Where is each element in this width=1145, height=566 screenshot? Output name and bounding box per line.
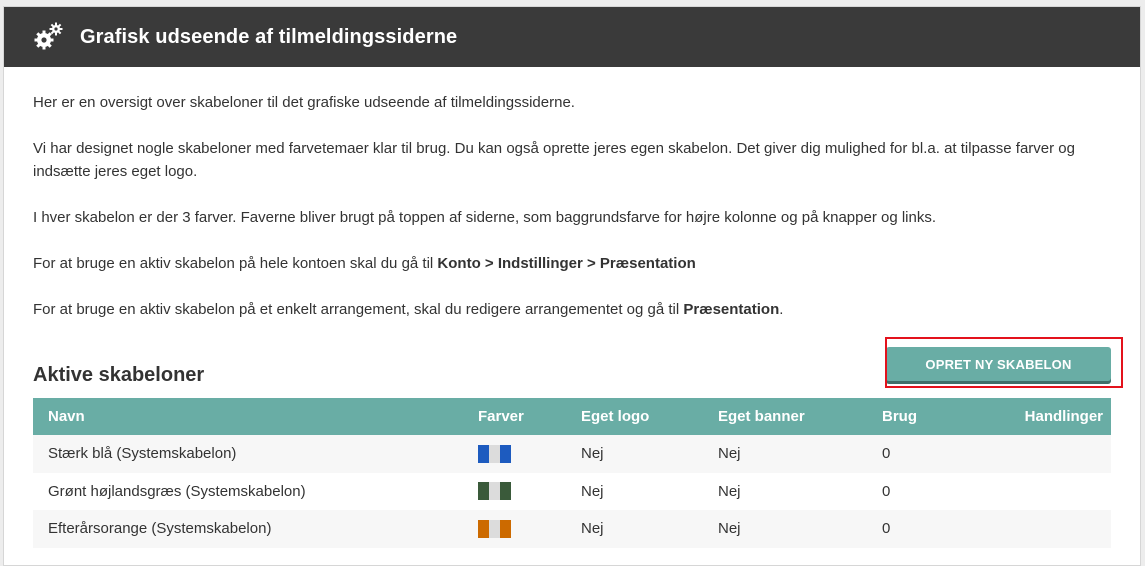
color-3	[500, 445, 511, 463]
templates-table	[33, 398, 1111, 548]
template-name[interactable]: Grønt højlandsgræs (Systemskabelon)	[48, 482, 306, 500]
templates-panel	[3, 6, 1141, 566]
presentation-path: Præsentation	[683, 301, 780, 318]
intro-paragraph-3: I hver skabelon er der 3 farver. Faverne bliver brugt på toppen af siderne, som baggrundsfarve for højre kolonne og på knapper og links.	[33, 209, 937, 226]
template-banner: Nej	[718, 520, 741, 538]
template-actions	[967, 510, 1111, 548]
template-logo: Nej	[581, 520, 604, 538]
section-title: Aktive skabeloner	[33, 364, 205, 386]
table-body	[33, 435, 1111, 548]
content	[4, 67, 1140, 548]
color-1	[478, 520, 489, 538]
table-row[interactable]	[33, 473, 1111, 511]
intro-paragraph-5	[33, 298, 1111, 321]
template-usage: 0	[882, 520, 891, 538]
color-3	[500, 482, 511, 500]
intro-paragraph-1: Her er en oversigt over skabeloner til det grafiske udseende af tilmeldingssiderne.	[33, 94, 575, 111]
column-header-actions: Handlinger	[1024, 408, 1103, 425]
intro-paragraph-5-suffix: .	[779, 301, 784, 318]
page-title: Grafisk udseende af tilmeldingssiderne	[80, 25, 458, 48]
template-usage: 0	[882, 482, 891, 500]
template-banner: Nej	[718, 445, 741, 463]
color-1	[478, 482, 489, 500]
column-header-name[interactable]: Navn	[48, 408, 85, 425]
color-3	[500, 520, 511, 538]
create-template-button[interactable]: OPRET NY SKABELON	[886, 347, 1111, 381]
table-header-row	[33, 398, 1111, 435]
column-header-logo[interactable]: Eget logo	[581, 408, 650, 425]
template-usage: 0	[882, 445, 891, 463]
template-colors	[463, 435, 566, 473]
template-colors	[463, 510, 566, 548]
column-header-colors[interactable]: Farver	[478, 408, 524, 425]
template-name[interactable]: Stærk blå (Systemskabelon)	[48, 445, 237, 463]
template-colors	[463, 473, 566, 511]
section-header	[33, 342, 1111, 398]
template-name[interactable]: Efterårsorange (Systemskabelon)	[48, 520, 272, 538]
column-header-banner[interactable]: Eget banner	[718, 408, 805, 425]
table-row[interactable]	[33, 435, 1111, 473]
template-logo: Nej	[581, 445, 604, 463]
color-1	[478, 445, 489, 463]
intro-paragraph-4	[33, 252, 1111, 275]
gears-icon	[32, 21, 64, 53]
color-2	[489, 482, 500, 500]
color-swatch	[478, 520, 511, 538]
template-actions	[967, 473, 1111, 511]
color-swatch	[478, 482, 511, 500]
table-row[interactable]	[33, 510, 1111, 548]
column-header-usage[interactable]: Brug	[882, 408, 917, 425]
intro-paragraph-4-text: For at bruge en aktiv skabelon på hele kontoen skal du gå til	[33, 255, 438, 272]
table-header	[33, 398, 1111, 435]
template-logo: Nej	[581, 482, 604, 500]
settings-path: Konto > Indstillinger > Præsentation	[437, 255, 696, 272]
template-actions	[967, 435, 1111, 473]
color-2	[489, 445, 500, 463]
panel-header	[4, 7, 1140, 67]
color-swatch	[478, 445, 511, 463]
color-2	[489, 520, 500, 538]
intro-paragraph-2: Vi har designet nogle skabeloner med farvetemaer klar til brug. Du kan også oprette jeres egen skabelon. Det giver dig mulighed for bl.a. at tilpasse farver og indsætte jeres eget logo.	[33, 140, 1075, 180]
intro-paragraph-5-text: For at bruge en aktiv skabelon på et enkelt arrangement, skal du redigere arrangementet og gå til	[33, 301, 684, 318]
template-banner: Nej	[718, 482, 741, 500]
